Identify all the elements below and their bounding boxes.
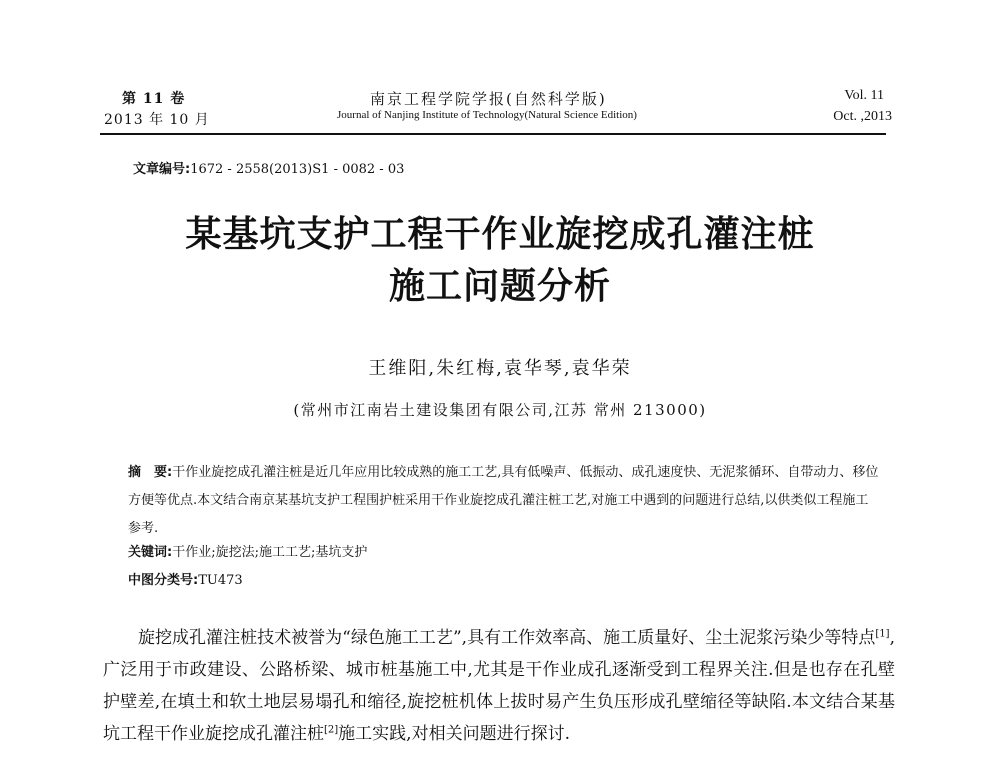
header-date-en: Oct. ,2013 bbox=[833, 109, 892, 124]
title-line-2: 施工问题分析 bbox=[388, 266, 611, 307]
citation-2: [2] bbox=[324, 724, 339, 736]
clc-value: TU473 bbox=[198, 573, 243, 588]
authors: 王维阳,朱红梅,袁华琴,袁华荣 bbox=[368, 358, 632, 379]
clc-number bbox=[128, 569, 243, 588]
abstract-text: 干作业旋挖成孔灌注桩是近几年应用比较成熟的施工工艺,具有低噪声、低振动、成孔速度快、无泥浆循环、自带动力、移位方便等优点.本文结合南京某基坑支护工程围护桩采用干作业旋挖成孔灌注桩工艺,对施工中遇到的问题进行总结,以供类似工程施工参考. bbox=[128, 465, 879, 536]
body-part-3: 施工实践,对相关问题进行探讨. bbox=[338, 724, 570, 744]
body-paragraph bbox=[103, 622, 895, 750]
keywords-text: 干作业;旋挖法;施工工艺;基坑支护 bbox=[172, 545, 368, 560]
header-divider bbox=[100, 133, 886, 135]
abstract bbox=[128, 459, 880, 543]
body-part-2: ,广泛用于市政建设、公路桥梁、城市桩基施工中,尤其是干作业成孔逐渐受到工程界关注.但是也存在孔壁护壁差,在填土和软土地层易塌孔和缩径,旋挖桩机体上拔时易产生负压形成孔壁缩径等缺陷.本文结合某基坑工程干作业旋挖成孔灌注桩 bbox=[103, 628, 895, 744]
abstract-label: 摘 要: bbox=[128, 465, 173, 480]
affiliation: (常州市江南岩土建设集团有限公司,江苏 常州 213000) bbox=[293, 401, 707, 419]
header-volume-en: Vol. 11 bbox=[844, 88, 884, 103]
article-number-value: 1672 - 2558(2013)S1 - 0082 - 03 bbox=[190, 162, 405, 177]
citation-1: [1] bbox=[875, 628, 890, 640]
clc-label: 中图分类号: bbox=[128, 573, 199, 588]
header-volume-cn: 第 11 卷 bbox=[122, 91, 186, 107]
keywords-label: 关键词: bbox=[128, 545, 173, 560]
article-number bbox=[133, 158, 404, 177]
header-date-cn: 2013 年 10 月 bbox=[104, 112, 210, 128]
body-part-1: 旋挖成孔灌注桩技术被誉为“绿色施工工艺”,具有工作效率高、施工质量好、尘土泥浆污染少等特点 bbox=[138, 628, 876, 648]
keywords bbox=[128, 541, 367, 560]
article-number-label: 文章编号: bbox=[133, 162, 191, 177]
title-line-1: 某基坑支护工程干作业旋挖成孔灌注桩 bbox=[185, 214, 815, 255]
header-journal-en: Journal of Nanjing Institute of Technology(Natural Science Edition) bbox=[337, 109, 637, 121]
header-journal-cn: 南京工程学院学报(自然科学版) bbox=[370, 90, 607, 108]
